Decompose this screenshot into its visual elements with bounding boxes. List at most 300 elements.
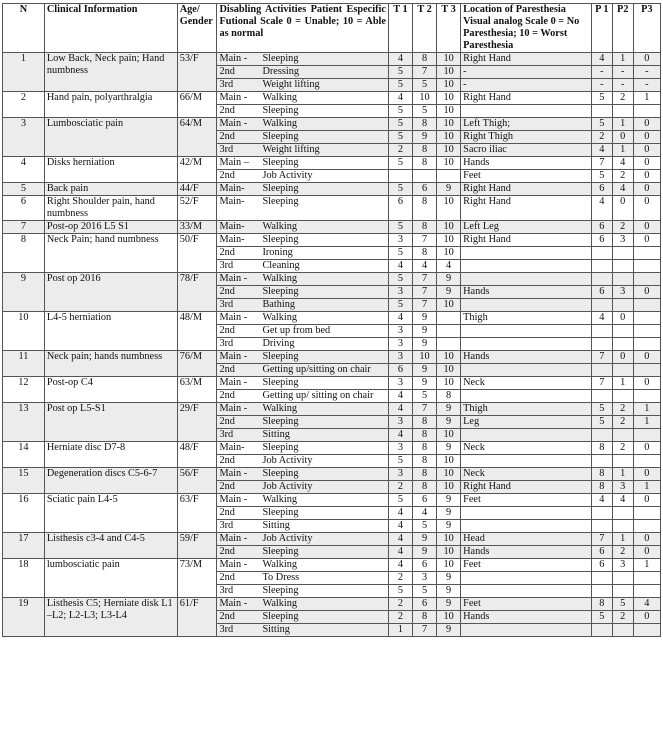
score-p3: 1 xyxy=(633,416,660,429)
clinical-info: Post-op C4 xyxy=(44,377,177,403)
score-p3: 0 xyxy=(633,494,660,507)
header-t2: T 2 xyxy=(413,4,437,53)
patient-number: 8 xyxy=(3,234,45,273)
score-t2: 8 xyxy=(413,416,437,429)
paresthesia-location: Right Hand xyxy=(461,196,592,221)
score-p1 xyxy=(591,364,612,377)
clinical-info: Disks herniation xyxy=(44,157,177,183)
age-gender: 52/F xyxy=(177,196,217,221)
patient-number: 11 xyxy=(3,351,45,377)
activity-order: Main - xyxy=(219,559,248,570)
score-p1 xyxy=(591,273,612,286)
score-p2 xyxy=(612,325,633,338)
score-t2: 9 xyxy=(413,338,437,351)
score-p3 xyxy=(633,624,660,637)
score-p2: 3 xyxy=(612,286,633,299)
activity-order: 2nd xyxy=(219,611,235,622)
activity xyxy=(219,507,386,519)
paresthesia-location xyxy=(461,364,592,377)
activity xyxy=(219,131,386,143)
activity-name: Sleeping xyxy=(262,611,299,622)
score-p3: 0 xyxy=(633,53,660,66)
score-t2: 9 xyxy=(413,364,437,377)
activity-order: Main- xyxy=(219,196,245,207)
activity-name: Getting up/sitting on chair xyxy=(262,364,371,375)
activity xyxy=(219,92,386,104)
score-p2: 2 xyxy=(612,403,633,416)
clinical-info: lumbosciatic pain xyxy=(44,559,177,598)
age-gender: 42/M xyxy=(177,157,217,183)
activity-cell xyxy=(217,559,389,572)
score-t1: 5 xyxy=(388,183,412,196)
patient-number: 3 xyxy=(3,118,45,157)
activity-name: Walking xyxy=(262,598,298,609)
score-t3 xyxy=(437,312,461,325)
clinical-info: Listhesis C5; Herniate disk L1 –L2; L2-L3; L3-L4 xyxy=(44,598,177,637)
patient-number: 1 xyxy=(3,53,45,92)
score-p2: 5 xyxy=(612,598,633,611)
activity xyxy=(219,533,386,545)
score-t1: 5 xyxy=(388,79,412,92)
score-p1: 7 xyxy=(591,377,612,390)
activity-order: 3rd xyxy=(219,520,234,531)
patient-number: 6 xyxy=(3,196,45,221)
table-row xyxy=(3,312,661,325)
activity-name: Weight lifting xyxy=(262,79,320,90)
activity-name: Weight lifting xyxy=(262,144,320,155)
score-t1: 2 xyxy=(388,144,412,157)
score-t1: 4 xyxy=(388,312,412,325)
score-t2: 8 xyxy=(413,221,437,234)
score-t3: 4 xyxy=(437,260,461,273)
paresthesia-location: Right Thigh xyxy=(461,131,592,144)
age-gender: 73/M xyxy=(177,559,217,598)
activity xyxy=(219,338,386,350)
activity xyxy=(219,364,386,376)
score-p3: 0 xyxy=(633,611,660,624)
score-t1: 2 xyxy=(388,572,412,585)
score-t3: 8 xyxy=(437,390,461,403)
activity-name: Sleeping xyxy=(262,351,299,362)
score-p3 xyxy=(633,247,660,260)
activity-name: Walking xyxy=(262,559,298,570)
activity-order: Main - xyxy=(219,273,248,284)
paresthesia-location: Left Leg xyxy=(461,221,592,234)
activity xyxy=(219,624,386,636)
score-p1: 5 xyxy=(591,611,612,624)
clinical-info: Post op L5-S1 xyxy=(44,403,177,442)
score-p1: 5 xyxy=(591,92,612,105)
score-t3: 10 xyxy=(437,481,461,494)
score-p2: 3 xyxy=(612,481,633,494)
score-p3 xyxy=(633,105,660,118)
score-t3: 10 xyxy=(437,157,461,170)
score-t2: 6 xyxy=(413,183,437,196)
paresthesia-location: Feet xyxy=(461,598,592,611)
activity-cell xyxy=(217,546,389,559)
activity xyxy=(219,468,386,480)
score-p3 xyxy=(633,520,660,533)
age-gender: 48/M xyxy=(177,312,217,351)
activity-order: 2nd xyxy=(219,572,235,583)
table-row xyxy=(3,559,661,572)
score-t2: 6 xyxy=(413,598,437,611)
activity-name: Ironing xyxy=(262,247,293,258)
score-p2: 1 xyxy=(612,377,633,390)
activity xyxy=(219,118,386,130)
score-p1: 4 xyxy=(591,53,612,66)
patient-number: 16 xyxy=(3,494,45,533)
paresthesia-location xyxy=(461,520,592,533)
score-t3: 9 xyxy=(437,416,461,429)
paresthesia-location: Neck xyxy=(461,377,592,390)
activity-order: Main- xyxy=(219,234,245,245)
score-p2: 4 xyxy=(612,183,633,196)
score-t2: 10 xyxy=(413,92,437,105)
score-t3: 10 xyxy=(437,196,461,221)
score-t2: 8 xyxy=(413,468,437,481)
score-t3: 10 xyxy=(437,377,461,390)
score-t2: 5 xyxy=(413,390,437,403)
score-t1: 4 xyxy=(388,260,412,273)
score-t3: 10 xyxy=(437,351,461,364)
score-p1 xyxy=(591,455,612,468)
clinical-info: Degeneration discs C5-6-7 xyxy=(44,468,177,494)
paresthesia-location xyxy=(461,507,592,520)
score-t1: 1 xyxy=(388,624,412,637)
score-t1: 5 xyxy=(388,299,412,312)
activity xyxy=(219,183,386,195)
clinical-info: Post-op 2016 L5 S1 xyxy=(44,221,177,234)
activity-cell xyxy=(217,131,389,144)
score-t3: 10 xyxy=(437,364,461,377)
table-row xyxy=(3,234,661,247)
score-t1: 2 xyxy=(388,481,412,494)
score-p1: 6 xyxy=(591,546,612,559)
score-p1 xyxy=(591,520,612,533)
activity-order: 2nd xyxy=(219,416,235,427)
table-row xyxy=(3,351,661,364)
activity-name: Sleeping xyxy=(262,442,299,453)
activity-cell xyxy=(217,533,389,546)
score-t3 xyxy=(437,325,461,338)
score-t2: 6 xyxy=(413,494,437,507)
activity xyxy=(219,572,386,584)
activity-name: Job Activity xyxy=(262,533,313,544)
paresthesia-location: Hands xyxy=(461,286,592,299)
score-t3: 10 xyxy=(437,533,461,546)
score-t2: 7 xyxy=(413,286,437,299)
paresthesia-location: Hands xyxy=(461,351,592,364)
score-p3: 0 xyxy=(633,196,660,221)
paresthesia-location xyxy=(461,260,592,273)
activity-cell xyxy=(217,53,389,66)
age-gender: 61/F xyxy=(177,598,217,637)
clinical-info: Post op 2016 xyxy=(44,273,177,312)
score-p2: 1 xyxy=(612,533,633,546)
score-p2: 2 xyxy=(612,170,633,183)
activity-name: Sleeping xyxy=(262,183,299,194)
table-row xyxy=(3,403,661,416)
score-t3: 9 xyxy=(437,585,461,598)
activity xyxy=(219,481,386,493)
header-t3: T 3 xyxy=(437,4,461,53)
score-t2: 9 xyxy=(413,377,437,390)
score-t3: 10 xyxy=(437,247,461,260)
score-p3: 0 xyxy=(633,170,660,183)
activity-name: Sleeping xyxy=(262,468,299,479)
score-p2 xyxy=(612,390,633,403)
activity-cell xyxy=(217,247,389,260)
activity xyxy=(219,170,386,182)
score-t2: 8 xyxy=(413,429,437,442)
clinical-info: Neck pain; hands numbness xyxy=(44,351,177,377)
score-p1: 4 xyxy=(591,196,612,221)
paresthesia-location: - xyxy=(461,66,592,79)
table-row xyxy=(3,221,661,234)
score-p2: 3 xyxy=(612,559,633,572)
score-t2: 8 xyxy=(413,53,437,66)
score-t1: 5 xyxy=(388,66,412,79)
score-t2: 7 xyxy=(413,299,437,312)
header-n: N xyxy=(3,4,45,53)
patient-number: 15 xyxy=(3,468,45,494)
header-t1: T 1 xyxy=(388,4,412,53)
age-gender: 56/F xyxy=(177,468,217,494)
activity-order: 2nd xyxy=(219,247,235,258)
activity-name: Sleeping xyxy=(262,157,299,168)
paresthesia-location: Right Hand xyxy=(461,183,592,196)
score-t2: 8 xyxy=(413,247,437,260)
activity-order: 3rd xyxy=(219,429,234,440)
score-t3: 10 xyxy=(437,144,461,157)
header-p3: P3 xyxy=(633,4,660,53)
score-p3: 0 xyxy=(633,144,660,157)
score-p2 xyxy=(612,338,633,351)
score-p1: 6 xyxy=(591,221,612,234)
activity-cell xyxy=(217,66,389,79)
score-p2: 1 xyxy=(612,468,633,481)
score-t1: 4 xyxy=(388,403,412,416)
paresthesia-location: Thigh xyxy=(461,312,592,325)
score-t3: 9 xyxy=(437,494,461,507)
score-p3: 0 xyxy=(633,118,660,131)
score-t1: 5 xyxy=(388,455,412,468)
score-p1: 4 xyxy=(591,144,612,157)
score-p2: 2 xyxy=(612,546,633,559)
score-t2: 9 xyxy=(413,312,437,325)
activity xyxy=(219,196,386,208)
paresthesia-location: Feet xyxy=(461,494,592,507)
activity xyxy=(219,559,386,571)
activity-order: Main - xyxy=(219,312,248,323)
score-p1: 5 xyxy=(591,170,612,183)
activity-order: 3rd xyxy=(219,260,234,271)
paresthesia-location: Hands xyxy=(461,611,592,624)
activity-cell xyxy=(217,572,389,585)
score-p1: 8 xyxy=(591,598,612,611)
activity-cell xyxy=(217,299,389,312)
activity-cell xyxy=(217,196,389,221)
activity-cell xyxy=(217,234,389,247)
score-t3: 10 xyxy=(437,221,461,234)
score-p3 xyxy=(633,429,660,442)
table-row xyxy=(3,533,661,546)
score-t3: 10 xyxy=(437,299,461,312)
activity xyxy=(219,299,386,311)
activity-order: 2nd xyxy=(219,131,235,142)
activity xyxy=(219,325,386,337)
score-t3: 10 xyxy=(437,234,461,247)
activity-name: Job Activity xyxy=(262,481,313,492)
patient-number: 7 xyxy=(3,221,45,234)
activity-name: Sleeping xyxy=(262,507,299,518)
score-t1: 6 xyxy=(388,364,412,377)
score-t1: 5 xyxy=(388,118,412,131)
activity-name: Dressing xyxy=(262,66,300,77)
header-p1: P 1 xyxy=(591,4,612,53)
score-t2: 9 xyxy=(413,131,437,144)
activity-cell xyxy=(217,377,389,390)
table-row xyxy=(3,196,661,221)
clinical-info: Back pain xyxy=(44,183,177,196)
score-p1 xyxy=(591,624,612,637)
score-t2: 4 xyxy=(413,507,437,520)
clinical-info: L4-5 herniation xyxy=(44,312,177,351)
activity-name: Sleeping xyxy=(262,105,299,116)
activity-name: Walking xyxy=(262,92,298,103)
table-row xyxy=(3,157,661,170)
age-gender: 76/M xyxy=(177,351,217,377)
activity-name: Sitting xyxy=(262,429,290,440)
age-gender: 59/F xyxy=(177,533,217,559)
score-t2: 6 xyxy=(413,559,437,572)
activity-cell xyxy=(217,364,389,377)
activity-cell xyxy=(217,144,389,157)
activity xyxy=(219,66,386,78)
activity-cell xyxy=(217,312,389,325)
score-p2 xyxy=(612,507,633,520)
activity-name: Walking xyxy=(262,221,298,232)
paresthesia-location xyxy=(461,572,592,585)
activity-name: Sitting xyxy=(262,624,290,635)
score-p3 xyxy=(633,572,660,585)
activity-name: Get up from bed xyxy=(262,325,331,336)
score-p2 xyxy=(612,520,633,533)
score-p2: 1 xyxy=(612,144,633,157)
score-p3: 0 xyxy=(633,442,660,455)
score-p3 xyxy=(633,507,660,520)
activity-order: Main - xyxy=(219,533,248,544)
score-p1: 6 xyxy=(591,286,612,299)
score-p3: 0 xyxy=(633,468,660,481)
score-t3: 9 xyxy=(437,273,461,286)
score-p3: 0 xyxy=(633,377,660,390)
score-p3 xyxy=(633,273,660,286)
paresthesia-location: Left Thigh; xyxy=(461,118,592,131)
score-p2: 0 xyxy=(612,196,633,221)
score-t1: 4 xyxy=(388,92,412,105)
activity-cell xyxy=(217,79,389,92)
activity-order: 2nd xyxy=(219,105,235,116)
patient-table xyxy=(2,3,661,637)
patient-number: 19 xyxy=(3,598,45,637)
header-clinical: Clinical Information xyxy=(44,4,177,53)
activity xyxy=(219,79,386,91)
table-row xyxy=(3,92,661,105)
score-t2 xyxy=(413,170,437,183)
activity xyxy=(219,351,386,363)
age-gender: 33/M xyxy=(177,221,217,234)
score-t1: 3 xyxy=(388,442,412,455)
score-p2 xyxy=(612,247,633,260)
activity-cell xyxy=(217,507,389,520)
patient-number: 10 xyxy=(3,312,45,351)
score-p3: 1 xyxy=(633,559,660,572)
patient-number: 12 xyxy=(3,377,45,403)
score-t3: 10 xyxy=(437,105,461,118)
paresthesia-location xyxy=(461,299,592,312)
score-t3: 10 xyxy=(437,131,461,144)
score-p3 xyxy=(633,312,660,325)
table-row xyxy=(3,598,661,611)
activity-order: Main - xyxy=(219,351,248,362)
score-t3: 10 xyxy=(437,92,461,105)
activity-order: 3rd xyxy=(219,299,234,310)
score-t3: 10 xyxy=(437,66,461,79)
activity-order: 3rd xyxy=(219,338,234,349)
activity-order: Main – xyxy=(219,157,249,168)
score-p3 xyxy=(633,390,660,403)
table-row xyxy=(3,183,661,196)
score-t2: 5 xyxy=(413,585,437,598)
table-row xyxy=(3,442,661,455)
score-t2: 7 xyxy=(413,273,437,286)
score-t2: 3 xyxy=(413,572,437,585)
score-t1: 4 xyxy=(388,546,412,559)
score-t3: 10 xyxy=(437,429,461,442)
score-p1: 7 xyxy=(591,351,612,364)
header-row xyxy=(3,4,661,53)
activity xyxy=(219,390,386,402)
patient-number: 5 xyxy=(3,183,45,196)
score-p3: 0 xyxy=(633,157,660,170)
paresthesia-location: Hands xyxy=(461,546,592,559)
score-t1: 4 xyxy=(388,559,412,572)
score-t3: 9 xyxy=(437,286,461,299)
activity-order: 2nd xyxy=(219,364,235,375)
age-gender: 63/M xyxy=(177,377,217,403)
activity xyxy=(219,494,386,506)
score-p2: 0 xyxy=(612,351,633,364)
score-t2: 9 xyxy=(413,325,437,338)
score-p3: 1 xyxy=(633,481,660,494)
score-t1: 2 xyxy=(388,611,412,624)
score-t3: 9 xyxy=(437,183,461,196)
score-t3: 10 xyxy=(437,79,461,92)
activity-order: 3rd xyxy=(219,624,234,635)
score-p2 xyxy=(612,624,633,637)
paresthesia-location xyxy=(461,325,592,338)
score-t3: 10 xyxy=(437,559,461,572)
score-t1: 3 xyxy=(388,468,412,481)
score-t1: 3 xyxy=(388,351,412,364)
score-t3: 9 xyxy=(437,403,461,416)
activity-name: Sleeping xyxy=(262,546,299,557)
table-row xyxy=(3,53,661,66)
score-p1 xyxy=(591,325,612,338)
score-t2: 7 xyxy=(413,403,437,416)
